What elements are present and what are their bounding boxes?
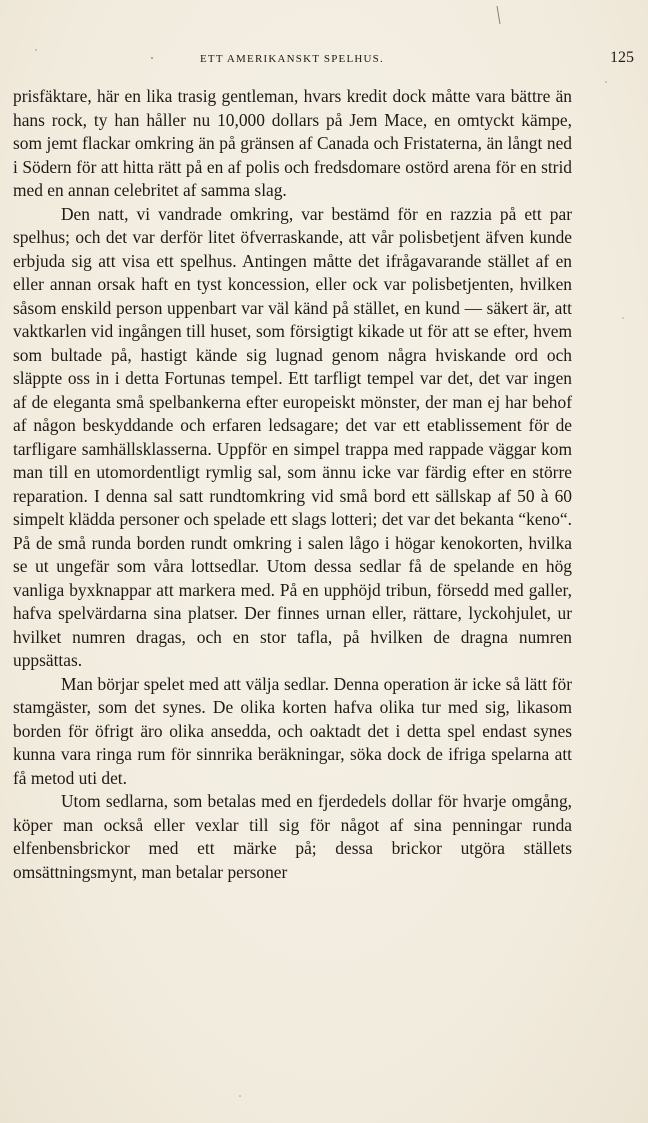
page-number: 125	[610, 49, 634, 66]
running-head	[12, 49, 634, 69]
running-title: ETT AMERIKANSKT SPELHUS.	[200, 53, 384, 65]
paragraph-4: Utom sedlarna, som betalas med en fjerdedels dollar för hvarje omgång, köper man också eller vexlar till sig för något af sina penningar runda elfenbensbrickor med ett märke på; dessa brickor utgöra ställets omsättningsmynt, man betalar personer	[13, 791, 572, 882]
paragraph-1: prisfäktare, här en lika trasig gentleman, hvars kredit dock måtte vara bättre än hans rock, ty han håller nu 10,000 dollars på Jem Mace, en omtyckt kämpe, som jemt flackar omkring än på gränsen af Canada och Fristaterna, än långt ned i Södern för att hitta rätt på en af polis och fredsdomare ostörd arena för en strid med en annan celebritet af samma slag.	[13, 86, 572, 200]
paragraph-2: Den natt, vi vandrade omkring, var bestämd för en razzia på ett par spelhus; och det var derför litet öfverraskande, att vår polisbetjent äfven kunde erbjuda sig att visa ett spelhus. Antingen måtte det ifrågavarande stället af en eller annan orsak haft en tyst koncession, eller ock var polisbetjenten, hvilken såsom enskild person uppenbart var väl känd på stället, en kund — säkert är, att vaktkarlen vid ingången till huset, som försigtigt kikade ut för att se efter, hvem som bultade på, hastigt kände sig lugnad genom några hviskande ord och släppte oss in i detta Fortunas tempel. Ett tarfligt tempel var det, det var ingen af de eleganta små spelbankerna efter europeiskt mönster, der man ej har behof af någon beskyddande och erfaren ledsagare; det var ett etablissement för de tarfligare samhällsklasserna. Uppför en simpel trappa med rappade väggar kom man till en utomordentligt rymlig sal, som ännu icke var färdig efter en större reparation. I denna sal satt rundtomkring vid små bord ett sällskap af 50 à 60 simpelt klädda personer och spelade ett slags lotteri; det var det bekanta “keno“. På de små runda borden rundt omkring i salen lågo i högar kenokorten, hvilka se ut ungefär som våra lottsedlar. Utom dessa sedlar få de spelande en hög vanliga byxknappar att markera med. På en upphöjd tribun, försedd med galler, hafva spelvärdarna sina platser. Der finnes urnan eller, rättare, lyckohjulet, ur hvilket numren dragas, och en stor tafla, på hvilken de dragna numren uppsättas.	[13, 203, 572, 670]
paragraph-3: Man börjar spelet med att välja sedlar. Denna operation är icke så lätt för stamgäster, som det synes. De olika korten hafva olika tur med sig, likasom borden för öfrigt äro olika ansedda, och oaktadt det i detta spel endast synes kunna vara ringa rum för sinnrika beräkningar, söka dock de ifriga spelarna att få metod uti det.	[13, 673, 572, 788]
body-text	[13, 85, 572, 884]
